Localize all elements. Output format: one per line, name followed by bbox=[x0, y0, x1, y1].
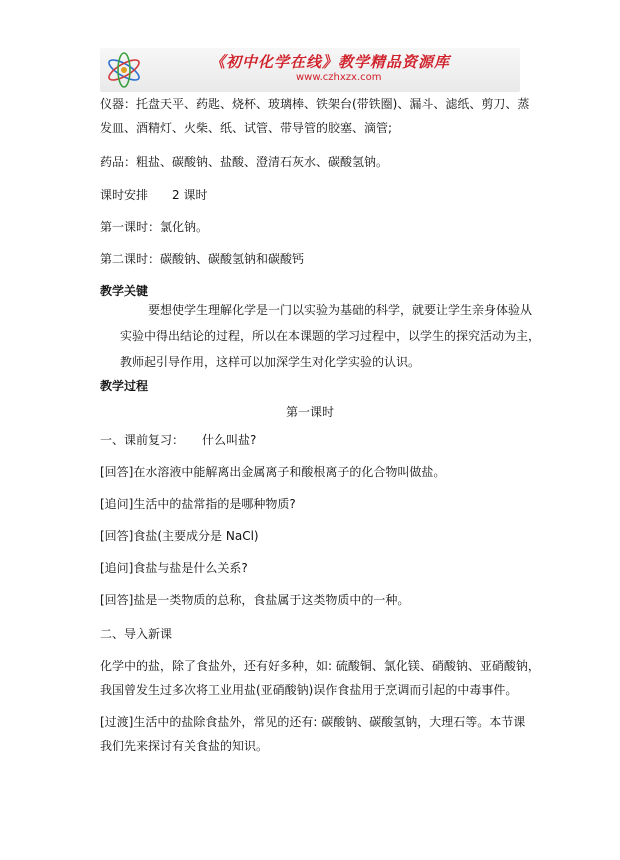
answer2-line: [回答]食盐(主要成分是 NaCl) bbox=[100, 529, 259, 543]
atom-logo-icon bbox=[104, 52, 144, 88]
transition-line-1: [过渡]生活中的盐除食盐外，常见的还有: 碳酸钠、碳酸氢钠，大理石等。本节课 bbox=[100, 715, 526, 729]
banner-title: 《初中化学在线》教学精品资源库 bbox=[210, 53, 451, 71]
review-line: 一、课前复习： 什么叫盐? bbox=[100, 433, 257, 447]
para1-line-2: 我国曾发生过多次将工业用盐(亚硝酸钠)误作食盐用于烹调而引起的中毒事件。 bbox=[100, 683, 518, 697]
ask2-line: [追问]食盐与盐是什么关系? bbox=[100, 561, 248, 575]
instruments-line-2: 发皿、酒精灯、火柴、纸、试管、带导管的胶塞、滴管; bbox=[100, 121, 393, 135]
answer3-line: [回答]盐是一类物质的总称，食盐属于这类物质中的一种。 bbox=[100, 593, 410, 607]
lesson2-line: 第二课时：碳酸钠、碳酸氢钠和碳酸钙 bbox=[100, 252, 305, 266]
intro-heading: 二、导入新课 bbox=[100, 627, 173, 641]
lesson1-line: 第一课时：氯化钠。 bbox=[100, 220, 209, 234]
key-heading: 教学关键 bbox=[100, 284, 149, 298]
header-banner bbox=[100, 48, 520, 92]
first-lesson-title: 第一课时 bbox=[285, 405, 334, 419]
banner-url: www.czhxzx.com bbox=[296, 72, 382, 83]
answer1-line: [回答]在水溶液中能解离出金属离子和酸根离子的化合物叫做盐。 bbox=[100, 465, 446, 479]
para1-line-1: 化学中的盐，除了食盐外，还有好多种，如: 硫酸铜、氯化镁、硝酸钠、亚硝酸钠， bbox=[100, 659, 540, 673]
key-line-1: 要想使学生理解化学是一门以实验为基础的科学，就要让学生亲身体验从 bbox=[148, 303, 533, 317]
instruments-line-1: 仪器：托盘天平、药匙、烧杯、玻璃棒、铁架台(带铁圈)、漏斗、滤纸、剪刀、蒸 bbox=[100, 97, 530, 111]
key-line-3: 教师起引导作用，这样可以加深学生对化学实验的认识。 bbox=[120, 355, 421, 369]
key-line-2: 实验中得出结论的过程，所以在本课题的学习过程中，以学生的探究活动为主， bbox=[120, 329, 541, 343]
reagents-line: 药品：粗盐、碳酸钠、盐酸、澄清石灰水、碳酸氢钠。 bbox=[100, 155, 389, 169]
transition-line-2: 我们先来探讨有关食盐的知识。 bbox=[100, 739, 269, 753]
schedule-line: 课时安排 2 课时 bbox=[100, 188, 208, 202]
process-heading: 教学过程 bbox=[100, 379, 149, 393]
ask1-line: [追问]生活中的盐常指的是哪种物质? bbox=[100, 497, 296, 511]
